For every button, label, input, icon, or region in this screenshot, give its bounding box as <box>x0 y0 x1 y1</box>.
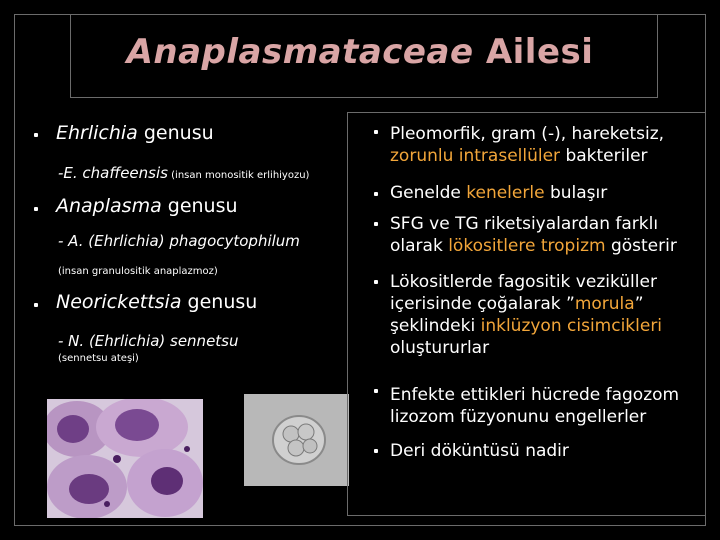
feature-fusion: Enfekte ettikleri hücrede fagozom lizozom füzyonunu engellerler <box>390 385 680 427</box>
blood-smear-micrograph <box>47 399 203 518</box>
feature-morula: Lökositlerde fagositik veziküller içerisinde çoğalarak ”morula” şeklindeki inklüzyon cisimcikleri oluştururlar <box>390 272 663 358</box>
genus-anaplasma: Anaplasma genusu <box>56 195 238 217</box>
bullet-marker <box>34 133 38 137</box>
feature-morphology: Pleomorfik, gram (-), hareketsiz, zorunlu intrasellüler bakteriler <box>390 124 665 166</box>
genus-neorickettsia: Neorickettsia genusu <box>56 291 258 313</box>
slide-title: Anaplasmataceae Ailesi <box>126 32 594 72</box>
species-sennetsu: - N. (Ehrlichia) sennetsu <box>58 332 239 350</box>
morula-micrograph <box>244 394 349 486</box>
bullet-marker <box>374 389 378 393</box>
species-phagocytophilum: - A. (Ehrlichia) phagocytophilum <box>58 232 300 250</box>
feature-tropism: SFG ve TG riketsiyalardan farklı olarak lökositlere tropizm gösterir <box>390 214 677 256</box>
feature-rash: Deri döküntüsü nadir <box>390 441 569 461</box>
species-chaffeensis: -E. chaffeensis (insan monositik erlihiyozu) <box>58 164 310 182</box>
bullet-marker <box>374 280 378 284</box>
feature-transmission: Genelde kenelerle bulaşır <box>390 183 608 203</box>
bullet-marker <box>374 222 378 226</box>
bullet-marker <box>374 449 378 453</box>
bullet-marker <box>374 130 378 134</box>
bullet-marker <box>374 192 378 196</box>
genus-ehrlichia: Ehrlichia genusu <box>56 122 214 144</box>
disease-sennetsu: (sennetsu ateşi) <box>58 353 139 364</box>
disease-hga: (insan granulositik anaplazmoz) <box>58 266 218 277</box>
bullet-marker <box>34 303 38 307</box>
bullet-marker <box>34 207 38 211</box>
